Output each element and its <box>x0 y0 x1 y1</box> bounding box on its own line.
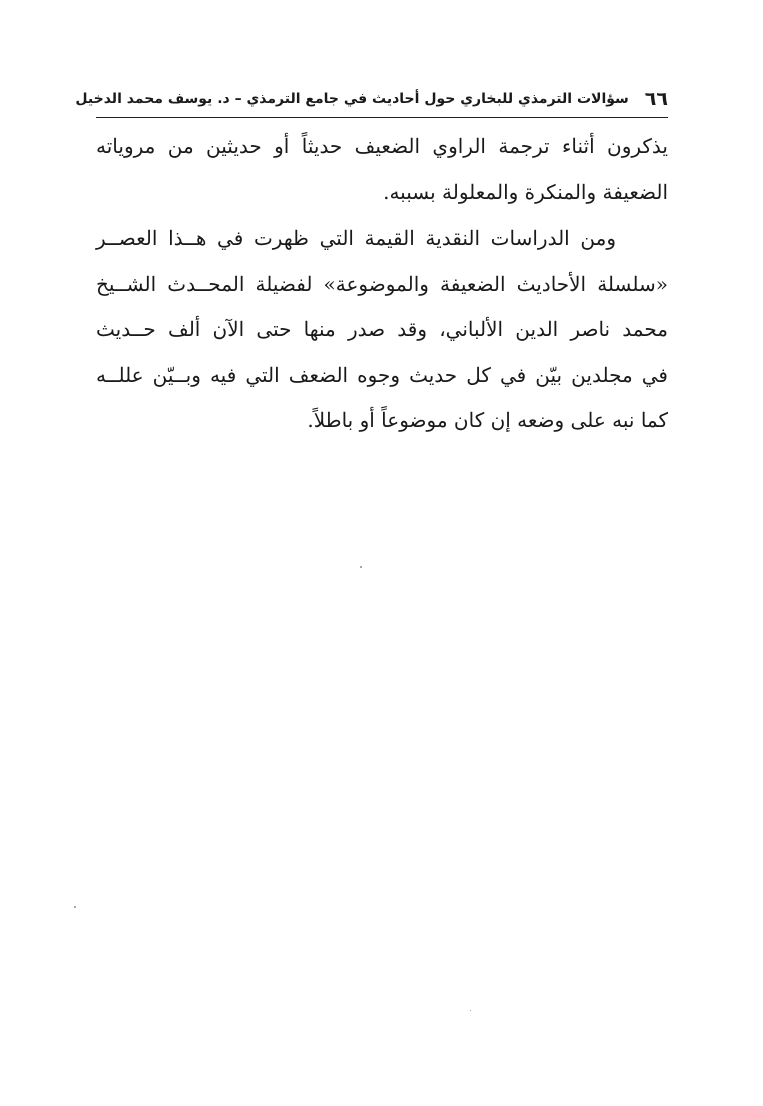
page-header <box>75 82 668 116</box>
text-line: كما نبه على وضعه إن كان موضوعاً أو باطلاً. <box>307 408 668 432</box>
scan-speck <box>74 906 76 908</box>
text-line: محمد ناصر الدين الألباني، وقد صدر منها حتى الآن ألف حــديث <box>96 317 668 341</box>
header-rule <box>96 117 668 118</box>
text-line: الضعيفة والمنكرة والمعلولة بسببه. <box>383 179 668 204</box>
text-line: في مجلدين بيّن في كل حديث وجوه الضعف التي فيه وبــيّن عللــه <box>96 362 668 387</box>
page-number: ٦٦ <box>644 88 668 110</box>
text-line: يذكرون أثناء ترجمة الراوي الضعيف حديثاً أو حديثين من مروياته <box>96 134 668 158</box>
body-text <box>96 124 668 444</box>
text-line: ومن الدراسات النقدية القيمة التي ظهرت في هــذا العصــر <box>96 226 616 250</box>
paragraph-2 <box>96 216 668 444</box>
scan-speck <box>360 566 362 568</box>
scan-speck <box>470 1010 471 1011</box>
text-line: «سلسلة الأحاديث الضعيفة والموضوعة» لفضيلة المحــدث الشــيخ <box>96 271 668 296</box>
running-title: سؤالات الترمذي للبخاري حول أحاديث في جامع الترمذي – د. يوسف محمد الدخيل <box>75 91 629 107</box>
paragraph-1 <box>96 124 668 215</box>
